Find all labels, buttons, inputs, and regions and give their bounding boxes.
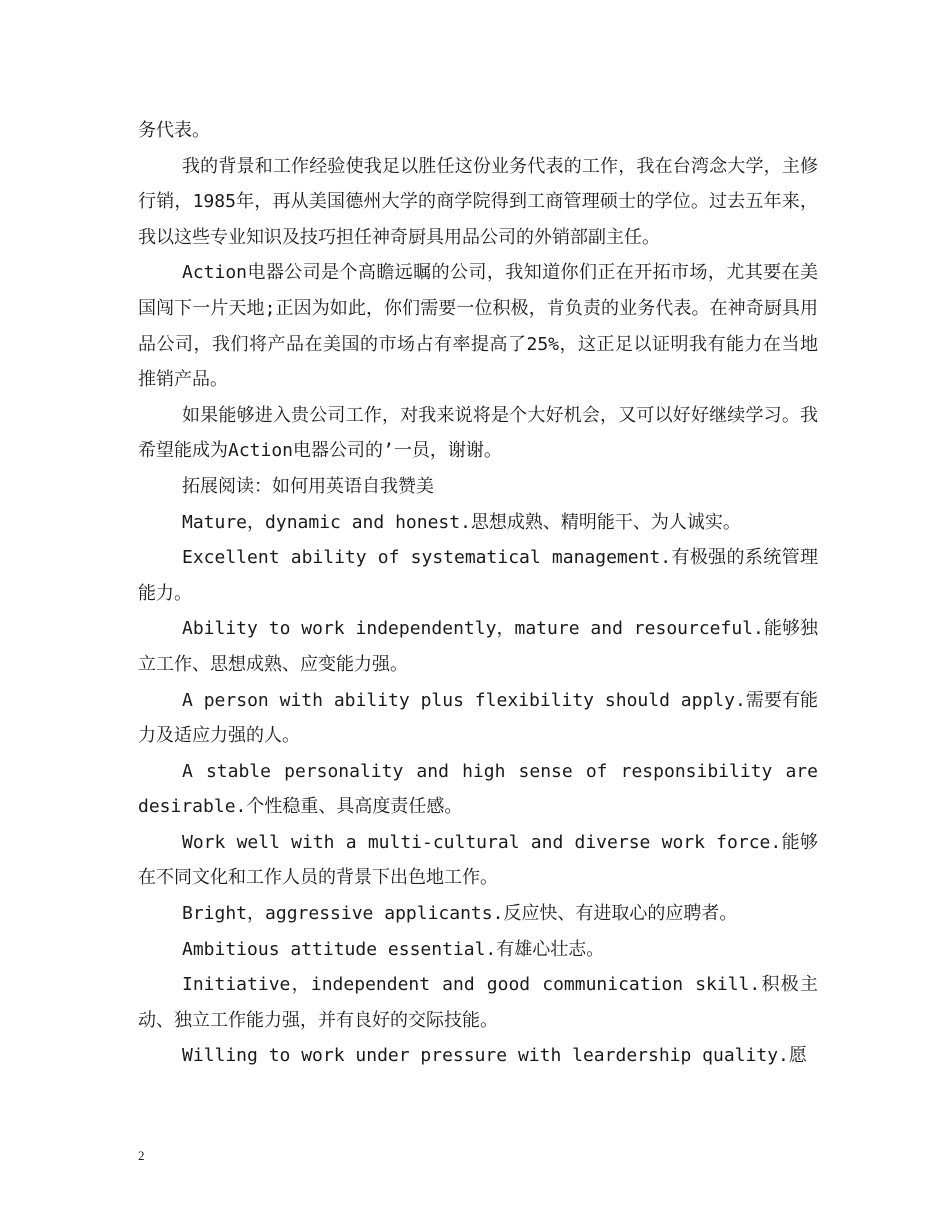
phrase-item: Bright，aggressive applicants.反应快、有进取心的应聘者。: [182, 903, 738, 925]
phrase-item: Mature，dynamic and honest.思想成熟、精明能干、为人诚实。: [182, 511, 741, 533]
phrase-item: Initiative，independent and good communication skill.积极主动、独立工作能力强，并有良好的交际技能。: [138, 974, 818, 1031]
phrase-item: A stable personality and high sense of responsibility are desirable.个性稳重、具高度责任感。: [138, 760, 818, 818]
paragraph-3: Action电器公司是个高瞻远瞩的公司，我知道你们正在开拓市场，尤其要在美国闯下一片天地;正因为如此，你们需要一位积极，肯负责的业务代表。在神奇厨具用品公司，我们将产品在美国的市场占有率提高了25%，这正足以证明我有能力在当地推销产品。: [138, 262, 818, 391]
paragraph-2: 我的背景和工作经验使我足以胜任这份业务代表的工作，我在台湾念大学，主修行销，1985年，再从美国德州大学的商学院得到工商管理硕士的学位。过去五年来，我以这些专业知识及技巧担任神奇厨具用品公司的外销部副主任。: [138, 155, 818, 248]
phrase-item: Willing to work under pressure with leardership quality.愿: [182, 1045, 807, 1067]
paragraph-4: 如果能够进入贵公司工作，对我来说将是个大好机会，又可以好好继续学习。我希望能成为Action电器公司的’一员，谢谢。: [138, 404, 818, 462]
phrase-item: A person with ability plus flexibility should apply.需要有能力及适应力强的人。: [138, 689, 818, 747]
document-body: [138, 113, 818, 1074]
phrase-item: Work well with a multi-cultural and diverse work force.能够在不同文化和工作人员的背景下出色地工作。: [138, 831, 818, 889]
page-number: 2: [138, 1148, 145, 1163]
phrase-item: Ambitious attitude essential.有雄心壮志。: [182, 938, 605, 960]
section-heading: 拓展阅读：如何用英语自我赞美: [182, 475, 434, 497]
phrase-item: Excellent ability of systematical management.有极强的系统管理能力。: [138, 547, 818, 604]
phrase-item: Ability to work independently，mature and resourceful.能够独立工作、思想成熟、应变能力强。: [138, 618, 818, 675]
paragraph-1: 务代表。: [138, 120, 210, 141]
